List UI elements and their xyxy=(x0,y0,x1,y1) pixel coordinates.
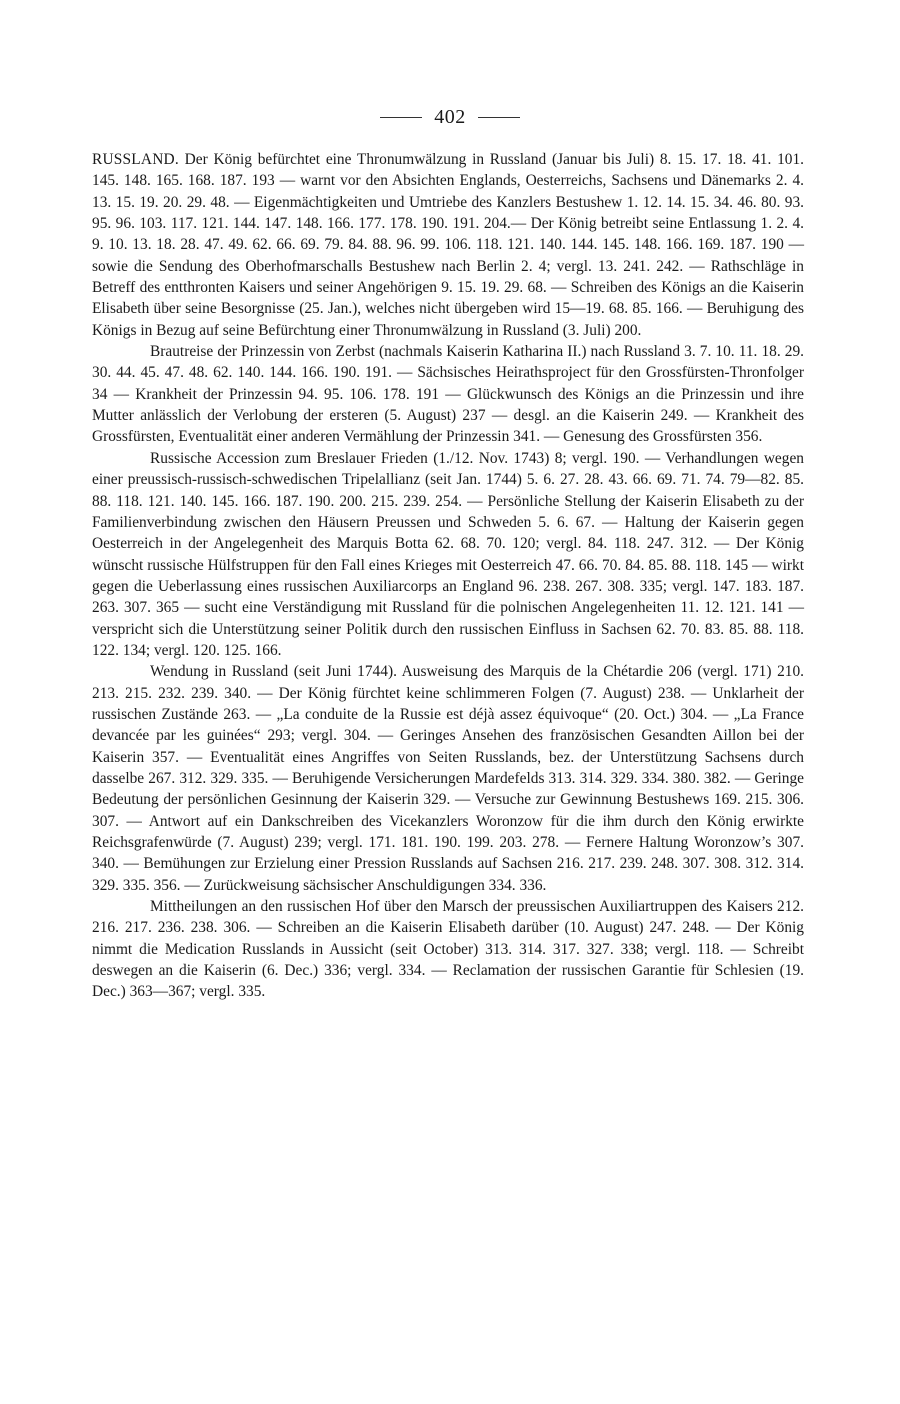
paragraph xyxy=(92,448,804,661)
index-entry-russland xyxy=(92,149,804,1003)
header-rule-left xyxy=(380,117,422,118)
paragraph xyxy=(92,149,804,341)
paragraph xyxy=(92,896,804,1003)
paragraph xyxy=(92,341,804,448)
paragraph-text: Russische Accession zum Breslauer Frieden (1./12. Nov. 1743) 8; vergl. 190. — Verhandlungen wegen einer preussisch-russisch-schwedischen Tripelallianz (seit Jan. 1744) 5. 6. 27. 28. 43. 66. 69. 71. 74. 79—82. 85. 88. 118. 121. 140. 145. 166. 187. 190. 200. 215. 239. 254. — Persönliche Stellung der Kaiserin Elisabeth zu der Familienverbindung zwischen den Häusern Preussen und Schweden 5. 6. 67. — Haltung der Kaiserin gegen Oesterreich in der Angelegenheit des Marquis Botta 62. 68. 70. 120; vergl. 84. 118. 247. 312. — Der König wünscht russische Hülfstruppen für den Fall eines Krieges mit Oesterreich 47. 66. 70. 84. 85. 88. 118. 145 — wirkt gegen die Ueberlassung eines russischen Auxiliarcorps an England 96. 238. 267. 308. 335; vergl. 147. 183. 187. 263. 307. 365 — sucht eine Verständigung mit Russland für die polnischen Angelegenheiten 11. 12. 121. 141 — verspricht sich die Unterstützung seiner Politik durch den russischen Einfluss in Sachsen 62. 70. 83. 85. 88. 118. 122. 134; vergl. 120. 125. 166. xyxy=(92,449,804,659)
page-header xyxy=(0,104,900,130)
paragraph-text: Wendung in Russland (seit Juni 1744). Ausweisung des Marquis de la Chétardie 206 (vergl. 171) 210. 213. 215. 232. 239. 340. — Der König fürchtet keine schlimmeren Folgen (7. August) 238. — Unklarheit der russischen Zustände 263. — „La conduite de la Russie est déjà assez équivoque“ (20. Oct.) 304. — „La France devancée par les guinées“ 293; vergl. 304. — Geringes Ansehen des französischen Gesandten Aillon bei der Kaiserin 357. — Eventualität eines Angriffes von Seiten Russlands, bez. der Unterstützung Sachsens durch dasselbe 267. 312. 329. 335. — Beruhigende Versicherungen Mardefelds 313. 314. 329. 334. 380. 382. — Geringe Bedeutung der persönlichen Gesinnung der Kaiserin 329. — Versuche zur Gewinnung Bestushews 169. 215. 306. 307. — Antwort auf ein Dankschreiben des Vicekanzlers Woronzow für die ihm durch den König erwirkte Reichsgrafenwürde (7. August) 239; vergl. 171. 181. 190. 199. 203. 278. — Fernere Haltung Woronzow’s 307. 340. — Bemühungen zur Erzielung einer Pression Russlands auf Sachsen 216. 217. 239. 248. 307. 308. 312. 314. 329. 335. 356. — Zurückweisung sächsischer Anschuldigungen 334. 336. xyxy=(92,663,804,894)
entry-heading: RUSSLAND. xyxy=(92,151,179,168)
page-number: 402 xyxy=(434,105,466,128)
paragraph-text: Brautreise der Prinzessin von Zerbst (nachmals Kaiserin Katharina II.) nach Russland 3. 7. 10. 11. 18. 29. 30. 44. 45. 47. 48. 62. 140. 144. 166. 190. 191. — Sächsisches Heirathsproject für den Grossfürsten-Thronfolger 34 — Krankheit der Prinzessin 94. 95. 106. 178. 191 — Glückwunsch des Königs an die Prinzessin und ihre Mutter anlässlich der Verlobung der ersteren (5. August) 237 — desgl. an die Kaiserin 249. — Krankheit des Grossfürsten, Eventualität einer anderen Vermählung der Prinzessin 341. — Genesung des Grossfürsten 356. xyxy=(92,343,804,446)
paragraph-text: Mittheilungen an den russischen Hof über den Marsch der preussischen Auxiliartruppen des Kaisers 212. 216. 217. 236. 238. 306. — Schreiben an die Kaiserin Elisabeth darüber (10. August) 247. 248. — Der König nimmt die Medication Russlands in Aussicht (seit October) 313. 314. 317. 327. 338; vergl. 118. — Schreibt deswegen an die Kaiserin (6. Dec.) 336; vergl. 334. — Reclamation der russischen Garantie für Schlesien (19. Dec.) 363—367; vergl. 335. xyxy=(92,898,804,1001)
header-rule-right xyxy=(478,117,520,118)
paragraph-text: Der König befürchtet eine Thronumwälzung in Russland (Januar bis Juli) 8. 15. 17. 18. 41. 101. 145. 148. 165. 168. 187. 193 — warnt vor den Absichten Englands, Oesterreichs, Sachsens und Dänemarks 2. 4. 13. 15. 19. 20. 29. 48. — Eigenmächtigkeiten und Umtriebe des Kanzlers Bestushew 1. 12. 14. 15. 34. 46. 80. 93. 95. 96. 103. 117. 121. 144. 147. 148. 166. 177. 178. 190. 191. 204.— Der König betreibt seine Entlassung 1. 2. 4. 9. 10. 13. 18. 28. 47. 49. 62. 66. 69. 79. 84. 88. 96. 99. 106. 118. 121. 140. 144. 145. 148. 166. 169. 187. 190 — sowie die Sendung des Oberhofmarschalls Bestushew nach Berlin 2. 4; vergl. 13. 241. 242. — Rathschläge in Betreff des entthronten Kaisers und seiner Angehörigen 9. 15. 19. 29. 68. — Schreiben des Königs an die Kaiserin Elisabeth über seine Besorgnisse (25. Jan.), welches nicht übergeben wird 15—19. 68. 85. 166. — Beruhigung des Königs in Bezug auf seine Befürchtung einer Thronumwälzung in Russland (3. Juli) 200. xyxy=(92,151,804,339)
paragraph xyxy=(92,661,804,896)
